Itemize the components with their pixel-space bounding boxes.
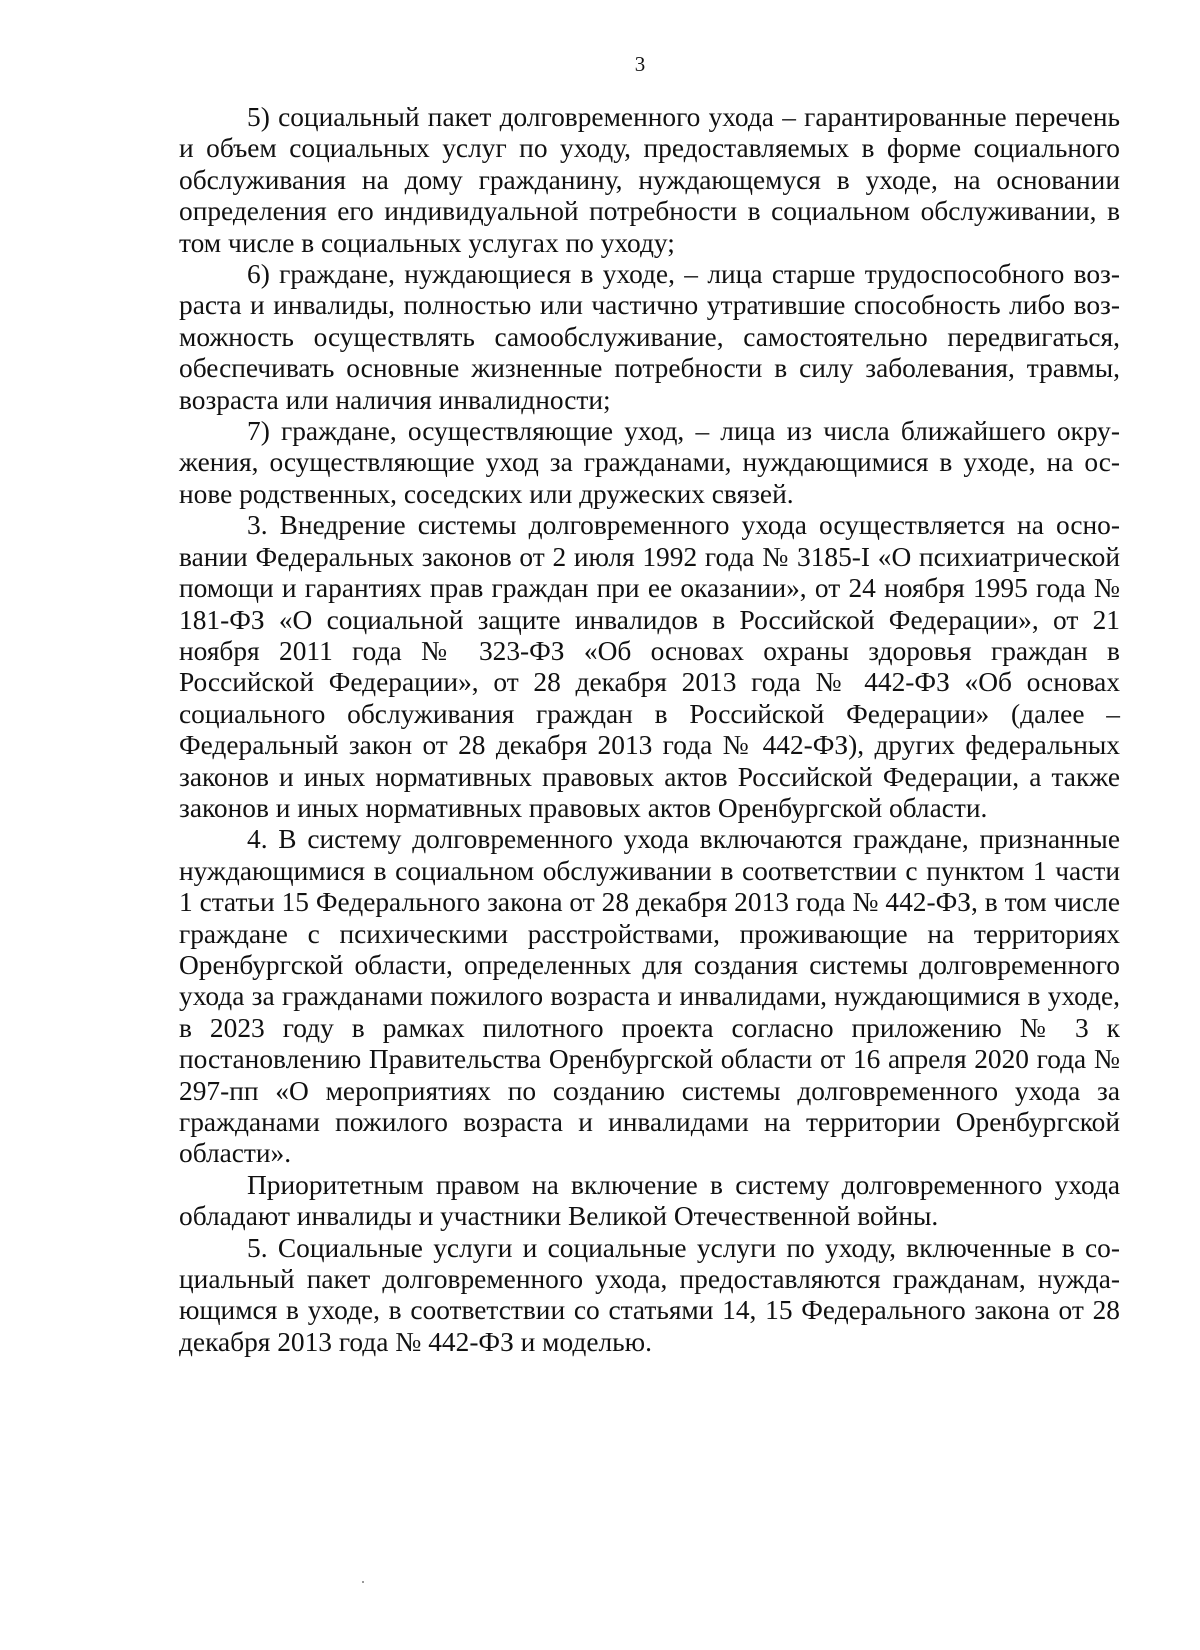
paragraph-section-3-legal-basis: 3. Внедрение системы долговременного ухода осуществляется на основании Федеральных законов от 2 июля 1992 года № 3185-I «О психиатрической помощи и гарантиях прав граждан при ее оказании», от 24 ноября 1995 года № 181-ФЗ «О социальной защите инвалидов в Российской Федерации», от 21 ноября 2011 года № 323-ФЗ «Об основах охраны здоровья граждан в Российской Федерации», от 28 декабря 2013 года № 442-ФЗ «Об основах социального обслуживания граждан в Российской Федерации» (далее – Федеральный закон от 28 декабря 2013 года № 442-ФЗ), других федеральных законов и иных нормативных правовых актов Российской Федерации, а также законов и иных нормативных правовых актов Оренбургской области. [179, 510, 1120, 823]
paragraph-item-7-caregivers: 7) граждане, осуществляющие уход, – лица из числа ближайшего окружения, осуществляющие уход за гражданами, нуждающимися в уходе, на основе родственных, соседских или дружеских связей. [179, 416, 1120, 509]
paragraph-item-5-social-package: 5) социальный пакет долговременного ухода – гарантированные перечень и объем социальных услуг по уходу, предоставляемых в форме социального обслуживания на дому гражданину, нуждающемуся в уходе, на основании определения его индивидуальной потребности в социальном обслуживании, в том числе в социальных услугах по уходу; [179, 102, 1120, 258]
scan-speck [362, 1581, 364, 1583]
page-number: 3 [634, 52, 646, 76]
paragraph-item-6-citizens-in-need: 6) граждане, нуждающиеся в уходе, – лица старше трудоспособного возраста и инвалиды, полностью или частично утратившие способность либо возможность осуществлять самообслуживание, самостоятельно передвигаться, обеспечивать основные жизненные потребности в силу заболевания, травмы, возраста или наличия инвалидности; [179, 259, 1120, 415]
document-body [179, 102, 1120, 1358]
paragraph-section-4-inclusion: 4. В систему долговременного ухода включаются граждане, признанные нуждающимися в социальном обслуживании в соответствии с пунктом 1 части 1 статьи 15 Федерального закона от 28 декабря 2013 года № 442-ФЗ, в том числе граждане с психическими расстройствами, проживающие на территориях Оренбургской области, определенных для создания системы долговременного ухода за гражданами пожилого возраста и инвалидами, нуждающимися в уходе, в 2023 году в рамках пилотного проекта согласно приложению № 3 к постановлению Правительства Оренбургской области от 16 апреля 2020 года № 297-пп «О мероприятиях по созданию системы долговременного ухода за гражданами пожилого возраста и инвалидами на территории Оренбургской области». [179, 824, 1120, 1169]
paragraph-section-5-services: 5. Социальные услуги и социальные услуги по уходу, включенные в социальный пакет долговременного ухода, предоставляются гражданам, нуждающимся в уходе, в соответствии со статьями 14, 15 Федерального закона от 28 декабря 2013 года № 442-ФЗ и моделью. [179, 1232, 1120, 1357]
paragraph-priority-right: Приоритетным правом на включение в систему долговременного ухода обладают инвалиды и участники Великой Отечественной войны. [179, 1169, 1120, 1232]
